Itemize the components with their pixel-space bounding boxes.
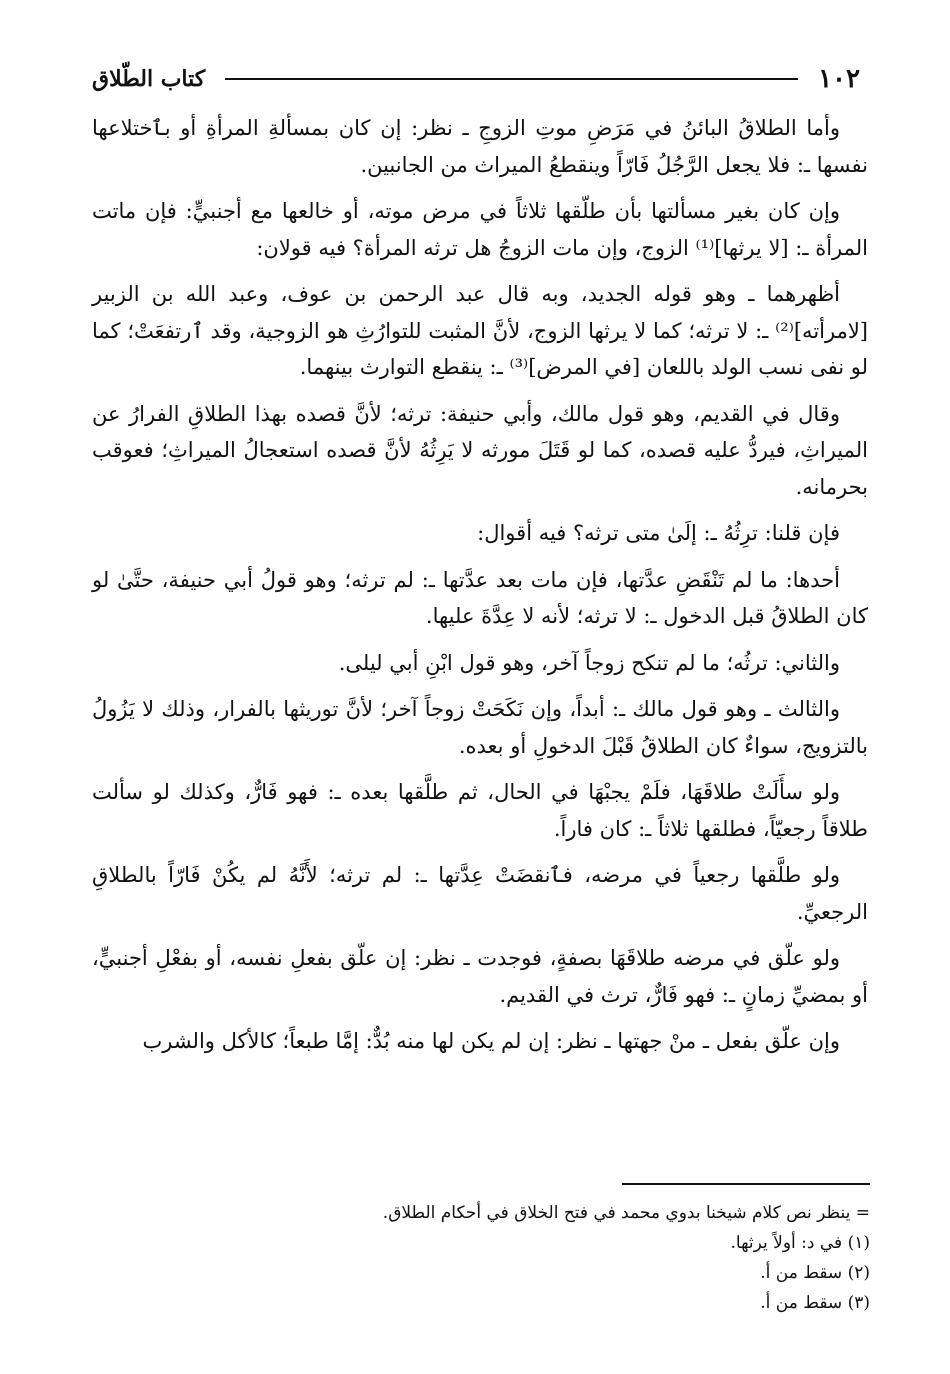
main-text bbox=[92, 110, 868, 1070]
paragraph: والثاني: ترثُه؛ ما لم تنكح زوجاً آخر، وهو قول ابْنِ أبي ليلى. bbox=[338, 650, 840, 675]
paragraph: وإن كان بغير مسألتها بأن طلّقها ثلاثاً في مرض موته، أو خالعها مع أجنبيٍّ: فإن ماتت المرأة ـ: [لا يرثها]⁽¹⁾ الزوج، وإن مات الزوجُ هل ترثه المرأة؟ فيه قولان: bbox=[92, 199, 868, 260]
footnotes bbox=[100, 1198, 870, 1318]
paragraph: ولو علّق في مرضه طلاقَهَا بصفةٍ، فوجدت ـ نظر: إن علّق بفعلِ نفسه، أو بفعْلِ أجنبيٍّ، أو بمضيِّ زمانٍ ـ: فهو فَارٌّ، ترث في القديم. bbox=[92, 946, 868, 1007]
footnote: (٣) سقط من أ. bbox=[760, 1293, 870, 1313]
header-rule bbox=[225, 78, 798, 80]
page-header bbox=[92, 62, 860, 96]
paragraph: وإن علّق بفعل ـ منْ جهتها ـ نظر: إن لم يكن لها منه بُدٌّ: إمَّا طبعاً؛ كالأكل والشرب bbox=[142, 1029, 840, 1053]
book-title: كتاب الطّلاق bbox=[92, 66, 206, 92]
footnote: = ينظر نص كلام شيخنا بدوي محمد في فتح الخلاق في أحكام الطلاق. bbox=[382, 1203, 870, 1223]
footnote: (١) في د: أولاً يرثها. bbox=[730, 1233, 870, 1253]
page-number: ١٠٢ bbox=[818, 64, 860, 94]
paragraph: ولو طلَّقها رجعياً في مرضه، فٱنقضَتْ عِدَّتها ـ: لم ترثه؛ لأَنَّهُ لم يكُنْ فَارّاً بالطلاقِ الرجعيِّ. bbox=[92, 863, 868, 924]
paragraph: وقال في القديم، وهو قول مالك، وأبي حنيفة: ترثه؛ لأنَّ قصده بهذا الطلاقِ الفرارُ عن الميراثِ، فيردُّ عليه قصده، كما لو قَتَلَ مورثه لا يَرِثُهُ لأنَّ قصده استعجالُ الميراثِ؛ فعوقب بحرمانه. bbox=[92, 401, 868, 499]
footnote-separator bbox=[622, 1183, 870, 1185]
paragraph: فإن قلنا: ترِثُهُ ـ: إلَىٰ متى ترثه؟ فيه أقوال: bbox=[477, 521, 840, 545]
paragraph: أحدها: ما لم تَنْقَضِ عدَّتها، فإن مات بعد عدَّتها ـ: لم ترثه؛ وهو قولُ أبي حنيفة، حتَّىٰ لو كان الطلاقُ قبل الدخول ـ: لا ترثه؛ لأنه لا عِدَّةَ عليها. bbox=[92, 567, 868, 628]
paragraph: أظهرهما ـ وهو قوله الجديد، وبه قال عبد الرحمن بن عوف، وعبد الله بن الزبير [لامرأته]⁽²⁾ ـ: لا ترثه؛ كما لا يرثها الزوج، لأنَّ المثبت للتوارُثِ هو الزوجية، وقد ٱرتفعَتْ؛ كما لو نفى نسب الولد باللعان [في المرض]⁽³⁾ ـ: ينقطع التوارث بينهما. bbox=[92, 282, 868, 379]
paragraph: وأما الطلاقُ البائنُ في مَرَضِ موتِ الزوجِ ـ نظر: إن كان بمسألةِ المرأةِ أو بٱختلاعها نفسها ـ: فلا يجعل الرَّجُلُ فَارّاً وينقطعُ الميراث من الجانبين. bbox=[92, 116, 868, 177]
footnote: (٢) سقط من أ. bbox=[760, 1263, 870, 1283]
paragraph: ولو سأَلَتْ طلاقَهَا، فلَمْ يجبْهَا في الحال، ثم طلَّقها بعده ـ: فهو فَارٌّ، وكذلك لو سألت طلاقاً رجعيّاً، فطلقها ثلاثاً ـ: كان فاراً. bbox=[92, 780, 868, 841]
paragraph: والثالث ـ وهو قول مالك ـ: أبداً، وإن نَكَحَتْ زوجاً آخر؛ لأنَّ توريثها بالفرار، وذلك لا يَزُولُ بالتزويج، سواءٌ كان الطلاقُ قَبْلَ الدخولِ أو بعده. bbox=[92, 697, 868, 758]
